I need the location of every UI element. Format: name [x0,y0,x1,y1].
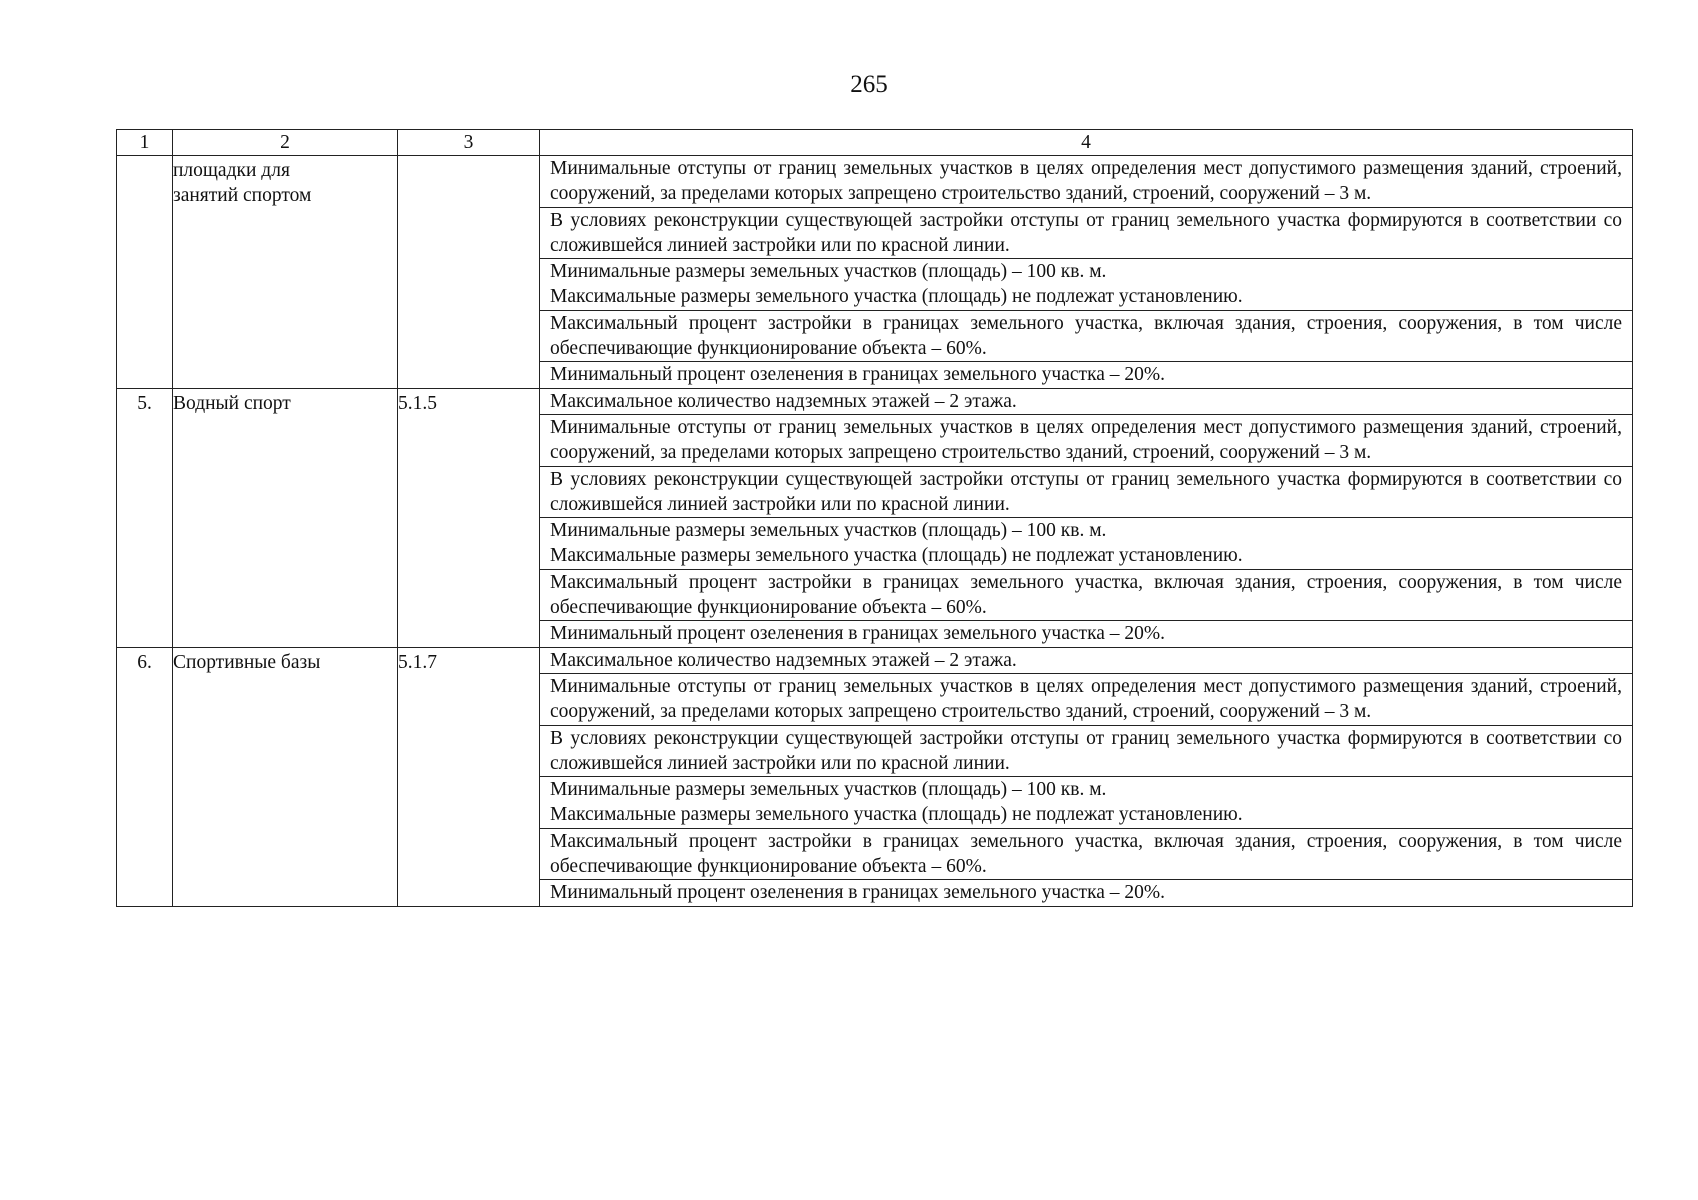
parameter-item: Минимальные отступы от границ земельных участков в целях определения мест допустимого размещения зданий, строений, сооружений, за пределами которых запрещено строительство зданий, строений, сооружений – 3 м. [540,674,1632,726]
parameter-item: Максимальное количество надземных этажей – 2 этажа. [540,389,1632,415]
page-number: 265 [850,71,888,98]
column-header-3: 3 [398,130,540,156]
parameter-item: Минимальный процент озеленения в границах земельного участка – 20%. [550,623,1166,645]
land-use-name: Водный спорт [173,392,291,414]
parameter-item: Максимальный процент застройки в границах земельного участка, включая здания, строения, сооружения, в том числе обеспечивающие функционирование объекта – 60%. [540,311,1632,363]
column-header-1: 1 [117,130,173,156]
row-number: 6. [137,651,152,673]
parameter-item: Минимальные размеры земельных участков (площадь) – 100 кв. м. Максимальные размеры земельного участка (площадь) не подлежат установлению. [540,259,1632,311]
land-use-code-cell [398,647,540,906]
row-number-cell [117,647,173,906]
land-use-name-cell [173,388,398,647]
parameter-item: Минимальные отступы от границ земельных участков в целях определения мест допустимого размещения зданий, строений, сооружений, за пределами которых запрещено строительство зданий, строений, сооружений – 3 м. [540,156,1632,208]
row-number-cell [117,156,173,389]
land-use-name: площадки для занятий спортом [173,160,312,207]
table-row [117,647,1633,906]
parameter-item: Минимальные отступы от границ земельных участков в целях определения мест допустимого размещения зданий, строений, сооружений, за пределами которых запрещено строительство зданий, строений, сооружений – 3 м. [540,415,1632,467]
land-use-name-cell [173,647,398,906]
parameter-item: Минимальные размеры земельных участков (площадь) – 100 кв. м. Максимальные размеры земельного участка (площадь) не подлежат установлению. [540,777,1632,829]
row-number-cell [117,388,173,647]
parameter-item: Максимальное количество надземных этажей – 2 этажа. [540,648,1632,674]
table-header-row [117,130,1633,156]
parameter-item: В условиях реконструкции существующей застройки отступы от границ земельного участка формируются в соответствии со сложившейся линией застройки или по красной линии. [540,208,1632,260]
regulations-table [116,129,1633,907]
column-header-2: 2 [173,130,398,156]
land-use-code-cell [398,388,540,647]
parameter-item: В условиях реконструкции существующей застройки отступы от границ земельного участка формируются в соответствии со сложившейся линией застройки или по красной линии. [540,467,1632,519]
parameter-item: Максимальный процент застройки в границах земельного участка, включая здания, строения, сооружения, в том числе обеспечивающие функционирование объекта – 60%. [540,570,1632,622]
parameter-item: Максимальный процент застройки в границах земельного участка, включая здания, строения, сооружения, в том числе обеспечивающие функционирование объекта – 60%. [540,829,1632,881]
land-use-code-cell [398,156,540,389]
table-row [117,156,1633,389]
parameters-cell [540,156,1633,389]
land-use-name-cell [173,156,398,389]
row-number: 5. [137,392,152,414]
parameter-item: Минимальный процент озеленения в границах земельного участка – 20%. [550,882,1166,904]
row-number [117,156,172,158]
parameter-item: Минимальный процент озеленения в границах земельного участка – 20%. [550,364,1166,386]
land-use-code: 5.1.5 [398,392,437,414]
column-header-4: 4 [540,130,1633,156]
parameters-cell [540,647,1633,906]
land-use-name: Спортивные базы [173,651,321,673]
parameter-item: В условиях реконструкции существующей застройки отступы от границ земельного участка формируются в соответствии со сложившейся линией застройки или по красной линии. [540,726,1632,778]
land-use-code: 5.1.7 [398,651,437,673]
land-use-code [398,156,539,158]
parameter-item: Минимальные размеры земельных участков (площадь) – 100 кв. м. Максимальные размеры земельного участка (площадь) не подлежат установлению. [540,518,1632,570]
table-row [117,388,1633,647]
parameters-cell [540,388,1633,647]
